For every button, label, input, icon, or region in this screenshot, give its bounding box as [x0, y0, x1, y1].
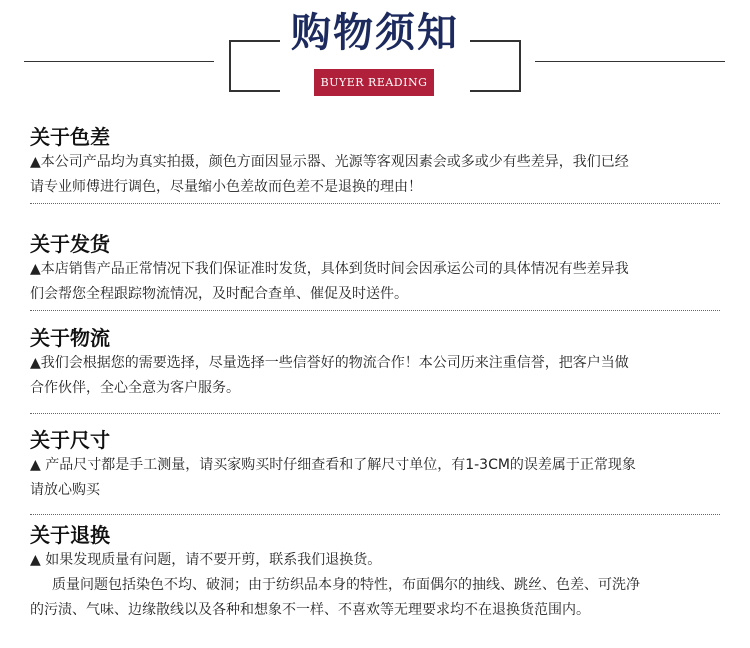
section-line-indented: 质量问题包括染色不均、破洞；由于纺织品本身的特性，布面偶尔的抽线、跳丝、色差、可洗净 [52, 577, 640, 593]
section-divider [30, 514, 720, 515]
section-line: ▲ 产品尺寸都是手工测量，请买家购买时仔细查看和了解尺寸单位，有1-3CM的误差属于正常现象 [30, 457, 636, 473]
section-divider [30, 203, 720, 204]
section-line: 们会帮您全程跟踪物流情况，及时配合查单、催促及时送件。 [30, 286, 408, 302]
page-header [0, 0, 750, 110]
section-line: 请专业师傅进行调色，尽量缩小色差故而色差不是退换的理由！ [30, 179, 422, 195]
buyer-reading-badge: BUYER READING [314, 69, 434, 96]
section-line: ▲ 如果发现质量有问题，请不要开剪，联系我们退换货。 [30, 552, 382, 568]
section-divider [30, 310, 720, 311]
section-line: 请放心购买 [30, 482, 100, 498]
section-title: 关于色差 [30, 125, 110, 149]
section-color-difference [30, 124, 722, 200]
header-rule-left [24, 61, 214, 62]
section-line: ▲本公司产品均为真实拍摄，颜色方面因显示器、光源等客观因素会或多或少有些差异，我们已经 [30, 154, 629, 170]
section-title: 关于退换 [30, 523, 110, 547]
section-title: 关于物流 [30, 326, 110, 350]
section-divider [30, 413, 720, 414]
section-line: 的污渍、气味、边缘散线以及各种和想象不一样、不喜欢等无理要求均不在退换货范围内。 [30, 602, 590, 618]
section-size [30, 427, 722, 503]
section-line: ▲本店销售产品正常情况下我们保证准时发货，具体到货时间会因承运公司的具体情况有些差异我 [30, 261, 629, 277]
section-returns [30, 522, 722, 623]
section-logistics [30, 325, 722, 401]
section-title: 关于发货 [30, 232, 110, 256]
header-rule-right [535, 61, 725, 62]
section-shipping [30, 231, 722, 307]
section-title: 关于尺寸 [30, 428, 110, 452]
section-line: 合作伙伴，全心全意为客户服务。 [30, 380, 240, 396]
section-line: ▲我们会根据您的需要选择，尽量选择一些信誉好的物流合作！本公司历来注重信誉，把客户当做 [30, 355, 629, 371]
page-title: 购物须知 [291, 10, 459, 56]
